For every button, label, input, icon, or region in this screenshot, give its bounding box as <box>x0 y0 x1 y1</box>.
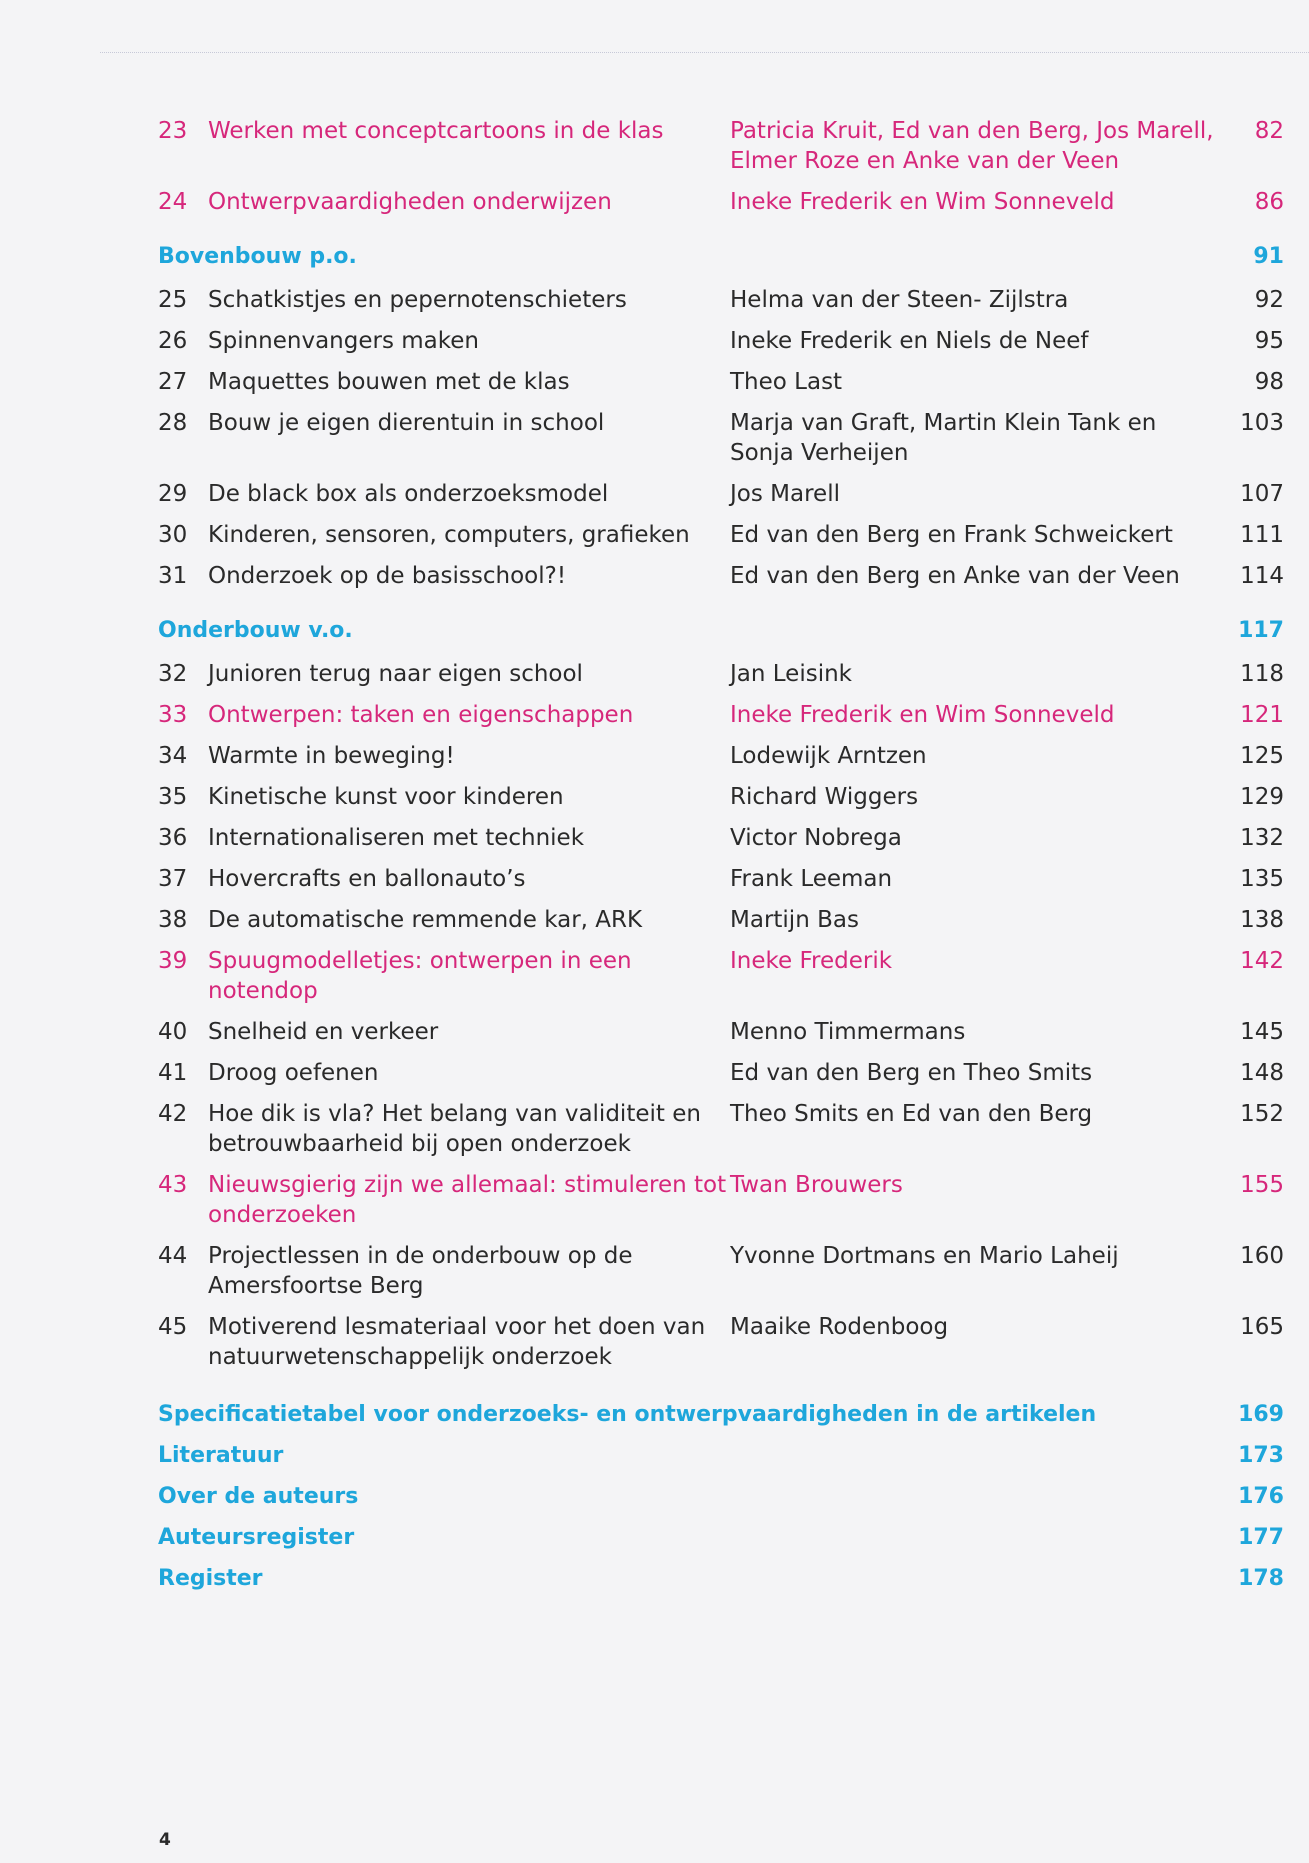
end-section <box>158 1441 1284 1471</box>
entry-page: 135 <box>1240 866 1284 892</box>
entry-page: 114 <box>1240 563 1284 589</box>
entry-number: 30 <box>158 522 188 548</box>
entry-title: Nieuwsgierig zijn we allemaal: stimuleren tot onderzoeken <box>208 1172 727 1228</box>
entry-page: 160 <box>1240 1243 1284 1269</box>
entry-authors: Yvonne Dortmans en Mario Laheij <box>730 1243 1119 1269</box>
entry-title: Kinderen, sensoren, computers, grafieken <box>208 522 690 548</box>
entry-page: 103 <box>1240 410 1284 436</box>
entry-title: Junioren terug naar eigen school <box>208 661 583 687</box>
toc-entry <box>158 700 1284 730</box>
entry-number: 23 <box>158 118 188 144</box>
end-section-label: Auteursregister <box>158 1525 355 1550</box>
entry-page: 86 <box>1254 189 1284 215</box>
end-section-label: Specificatietabel voor onderzoeks- en ontwerpvaardigheden in de artikelen <box>158 1402 1097 1427</box>
end-section-label: Register <box>158 1566 263 1591</box>
entry-title: Maquettes bouwen met de klas <box>208 369 570 395</box>
entry-number: 27 <box>158 369 188 395</box>
entry-authors: Ineke Frederik <box>730 948 893 974</box>
entry-title: Onderzoek op de basisschool?! <box>208 563 567 589</box>
entry-authors: Menno Timmermans <box>730 1019 966 1045</box>
entry-number: 45 <box>158 1314 188 1340</box>
entry-title: Droog oefenen <box>208 1060 379 1086</box>
entry-authors: Jan Leisink <box>730 661 852 687</box>
toc-entry <box>158 1058 1284 1088</box>
entry-number: 37 <box>158 866 188 892</box>
entry-title: Spuugmodelletjes: ontwerpen in een notendop <box>208 948 632 1004</box>
toc-entry <box>158 326 1284 356</box>
entry-title: Kinetische kunst voor kinderen <box>208 784 564 810</box>
toc-entry <box>158 782 1284 812</box>
entry-number: 43 <box>158 1172 188 1198</box>
entry-title: Schatkistjes en pepernotenschieters <box>208 287 627 313</box>
toc-entry <box>158 561 1284 591</box>
entry-authors: Marja van Graft, Martin Klein Tank en Sonja Verheijen <box>730 410 1157 466</box>
toc-entry <box>158 864 1284 894</box>
entry-page: 132 <box>1240 825 1284 851</box>
entry-number: 25 <box>158 287 188 313</box>
end-section-page: 176 <box>1238 1484 1284 1509</box>
entry-authors: Lodewijk Arntzen <box>730 743 927 769</box>
toc-entry <box>158 1017 1284 1047</box>
entry-title: De automatische remmende kar, ARK <box>208 907 643 933</box>
entry-page: 152 <box>1240 1101 1284 1127</box>
toc-entry <box>158 408 1284 468</box>
entry-page: 98 <box>1254 369 1284 395</box>
end-section-page: 178 <box>1238 1566 1284 1591</box>
end-section-label: Literatuur <box>158 1443 284 1468</box>
section-heading <box>158 242 1284 272</box>
entry-number: 41 <box>158 1060 188 1086</box>
end-sections <box>158 1400 1284 1594</box>
entry-authors: Theo Smits en Ed van den Berg <box>730 1101 1093 1127</box>
entry-number: 39 <box>158 948 188 974</box>
entry-title: Spinnenvangers maken <box>208 328 479 354</box>
entry-number: 26 <box>158 328 188 354</box>
entry-page: 121 <box>1240 702 1284 728</box>
entry-title: Internationaliseren met techniek <box>208 825 585 851</box>
toc-entry <box>158 1241 1284 1301</box>
entry-authors: Ineke Frederik en Niels de Neef <box>730 328 1089 354</box>
entry-number: 36 <box>158 825 188 851</box>
entry-number: 44 <box>158 1243 188 1269</box>
entry-page: 95 <box>1254 328 1284 354</box>
entry-page: 125 <box>1240 743 1284 769</box>
entry-number: 33 <box>158 702 188 728</box>
entry-authors: Maaike Rodenboog <box>730 1314 949 1340</box>
toc-entry <box>158 116 1284 176</box>
entry-authors: Ineke Frederik en Wim Sonneveld <box>730 702 1115 728</box>
entry-number: 38 <box>158 907 188 933</box>
entry-page: 107 <box>1240 481 1284 507</box>
entry-page: 142 <box>1240 948 1284 974</box>
entry-page: 129 <box>1240 784 1284 810</box>
toc-entry <box>158 367 1284 397</box>
toc-entry <box>158 659 1284 689</box>
entry-authors: Ineke Frederik en Wim Sonneveld <box>730 189 1115 215</box>
end-section <box>158 1482 1284 1512</box>
entry-title: Werken met conceptcartoons in de klas <box>208 118 664 144</box>
entry-title: Ontwerpvaardigheden onderwijzen <box>208 189 612 215</box>
entry-number: 40 <box>158 1019 188 1045</box>
entry-page: 155 <box>1240 1172 1284 1198</box>
section-heading-page: 117 <box>1238 618 1284 643</box>
toc-entry <box>158 479 1284 509</box>
entry-authors: Ed van den Berg en Frank Schweickert <box>730 522 1173 548</box>
end-section <box>158 1400 1284 1430</box>
toc-entry <box>158 741 1284 771</box>
entry-page: 111 <box>1240 522 1284 548</box>
entry-title: Snelheid en verkeer <box>208 1019 439 1045</box>
entry-page: 82 <box>1254 118 1284 144</box>
entry-title: De black box als onderzoeksmodel <box>208 481 609 507</box>
entry-authors: Jos Marell <box>730 481 840 507</box>
entry-number: 34 <box>158 743 188 769</box>
top-dotted-rule <box>100 52 1309 53</box>
entry-title: Ontwerpen: taken en eigenschappen <box>208 702 634 728</box>
entry-number: 24 <box>158 189 188 215</box>
entry-authors: Frank Leeman <box>730 866 893 892</box>
toc-entry <box>158 1170 1284 1230</box>
toc-entry <box>158 1099 1284 1159</box>
entry-authors: Ed van den Berg en Anke van der Veen <box>730 563 1180 589</box>
entry-title: Motiverend lesmateriaal voor het doen van natuurwetenschappelijk onderzoek <box>208 1314 706 1370</box>
section-heading <box>158 616 1284 646</box>
entry-page: 92 <box>1254 287 1284 313</box>
entry-number: 29 <box>158 481 188 507</box>
entry-title: Warmte in beweging! <box>208 743 455 769</box>
toc-entry <box>158 520 1284 550</box>
toc-entry <box>158 823 1284 853</box>
entry-page: 145 <box>1240 1019 1284 1045</box>
section-heading-page: 91 <box>1253 244 1284 269</box>
entry-number: 31 <box>158 563 188 589</box>
toc-entry <box>158 285 1284 315</box>
end-section <box>158 1523 1284 1553</box>
entry-title: Hoe dik is vla? Het belang van validiteit en betrouwbaarheid bij open onderzoek <box>208 1101 701 1157</box>
section-heading-label: Bovenbouw p.o. <box>158 244 357 269</box>
entry-title: Hovercrafts en ballonauto’s <box>208 866 526 892</box>
entry-page: 148 <box>1240 1060 1284 1086</box>
entry-number: 42 <box>158 1101 188 1127</box>
entry-page: 118 <box>1240 661 1284 687</box>
entry-authors: Patricia Kruit, Ed van den Berg, Jos Marell, Elmer Roze en Anke van der Veen <box>730 118 1214 174</box>
entry-number: 28 <box>158 410 188 436</box>
end-section-page: 177 <box>1238 1525 1284 1550</box>
page-folio: 4 <box>159 1830 171 1850</box>
entry-page: 138 <box>1240 907 1284 933</box>
entry-authors: Twan Brouwers <box>730 1172 903 1198</box>
entry-title: Projectlessen in de onderbouw op de Amersfoortse Berg <box>208 1243 633 1299</box>
end-section-page: 169 <box>1238 1402 1284 1427</box>
entry-page: 165 <box>1240 1314 1284 1340</box>
toc-entry <box>158 187 1284 217</box>
entry-authors: Ed van den Berg en Theo Smits <box>730 1060 1093 1086</box>
end-section <box>158 1564 1284 1594</box>
toc-entry <box>158 946 1284 1006</box>
end-section-label: Over de auteurs <box>158 1484 359 1509</box>
end-section-page: 173 <box>1238 1443 1284 1468</box>
toc-entry <box>158 905 1284 935</box>
entry-title: Bouw je eigen dierentuin in school <box>208 410 605 436</box>
entry-number: 35 <box>158 784 188 810</box>
entry-authors: Helma van der Steen- Zijlstra <box>730 287 1069 313</box>
entry-authors: Richard Wiggers <box>730 784 919 810</box>
entry-authors: Martijn Bas <box>730 907 859 933</box>
section-heading-label: Onderbouw v.o. <box>158 618 353 643</box>
toc-entry <box>158 1312 1284 1372</box>
entry-number: 32 <box>158 661 188 687</box>
entry-authors: Theo Last <box>730 369 843 395</box>
entry-authors: Victor Nobrega <box>730 825 902 851</box>
table-of-contents <box>158 116 1284 1605</box>
